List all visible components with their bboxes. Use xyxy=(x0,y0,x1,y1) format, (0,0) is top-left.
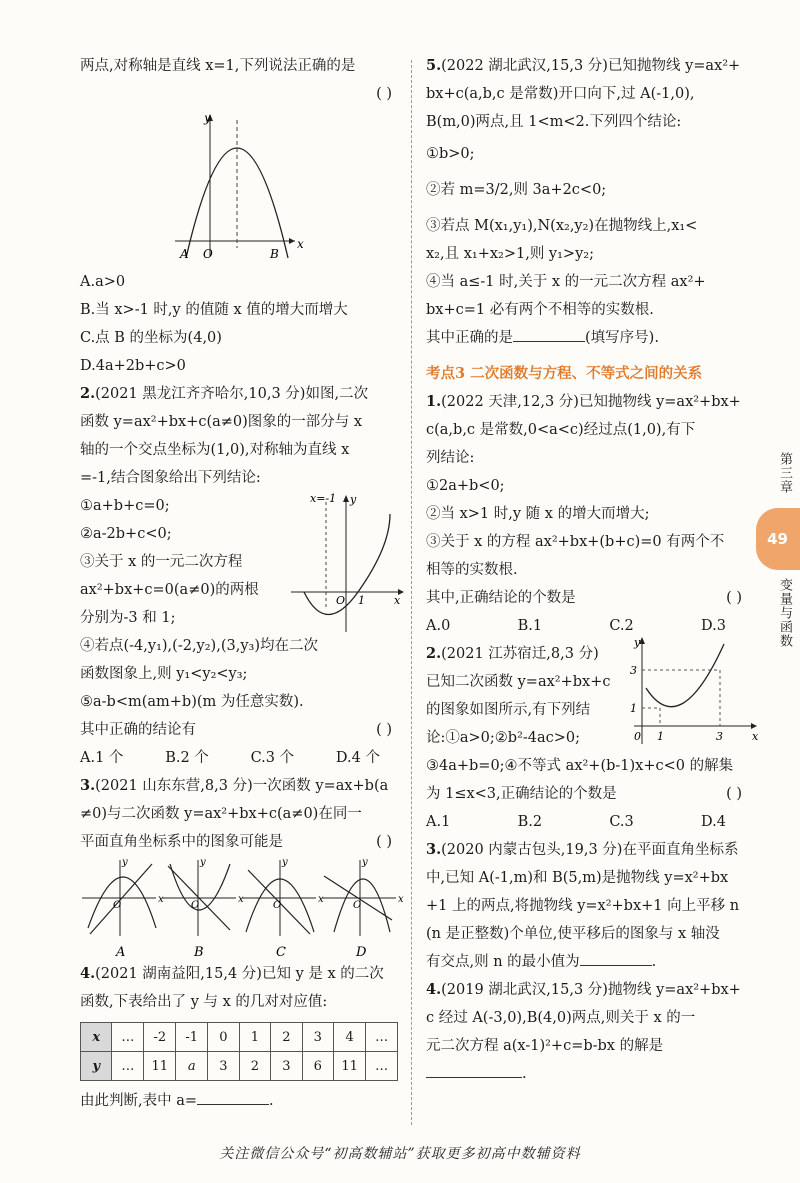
q4-line-2: 函数,下表给出了 y 与 x 的几对对应值: xyxy=(80,994,328,1010)
s2-option-b: B.2 xyxy=(517,814,543,830)
q2-line-2: 函数 y=ax²+bx+c(a≠0)图象的一部分与 x xyxy=(80,414,363,430)
q1-intro: 两点,对称轴是直线 x=1,下列说法正确的是 xyxy=(80,58,356,74)
svg-text:x: x xyxy=(238,894,244,905)
svg-text:y: y xyxy=(282,857,288,868)
q2-conclusion-2: ②a-2b+c<0; xyxy=(80,526,172,542)
q3-choice-graphs xyxy=(80,856,404,960)
s1-option-b: B.1 xyxy=(517,618,543,634)
s1-conclusion-3b: 相等的实数根. xyxy=(426,562,518,578)
svg-text:x: x xyxy=(158,894,164,905)
q5-line-1: (2022 湖北武汉,15,3 分)已知抛物线 y=ax²+ xyxy=(441,58,741,74)
answer-paren: ( ) xyxy=(726,786,742,802)
answer-blank[interactable] xyxy=(197,1090,269,1105)
s4-answer-line: . xyxy=(426,1060,748,1088)
s3-line-2: 中,已知 A(-1,m)和 B(5,m)是抛物线 y=x²+bx xyxy=(426,870,729,886)
section-question-3 xyxy=(426,836,748,976)
section-question-4 xyxy=(426,976,748,1088)
q1-option-b: B.当 x>-1 时,y 的值随 x 值的增大而增大 xyxy=(80,302,348,318)
right-column xyxy=(426,52,759,1088)
question-5 xyxy=(426,52,748,352)
svg-text:x: x xyxy=(398,894,404,905)
q1-option-a: A.a>0 xyxy=(80,274,126,290)
s3-line-4: (n 是正整数)个单位,使平移后的图象与 x 轴没 xyxy=(426,926,720,942)
column-divider xyxy=(411,60,412,1125)
q3-line-3: 平面直角坐标系中的图象可能是 ( ) xyxy=(80,828,398,856)
svg-text:y: y xyxy=(122,857,128,868)
s2-line-1: (2021 江苏宿迁,8,3 分) xyxy=(441,646,599,662)
answer-blank[interactable] xyxy=(580,951,652,966)
q3-graph-d xyxy=(322,857,404,960)
q2-line-4: =-1,结合图象给出下列结论: xyxy=(80,470,261,486)
q5-conclusion-2: ②若 m=3/2,则 3a+2c<0; xyxy=(426,182,607,198)
chapter-tab: 第三章 xyxy=(777,452,792,494)
q2-conclusion-3a: ③关于 x 的一元二次方程 xyxy=(80,554,243,570)
q2-ask: 其中正确的结论有 ( ) xyxy=(80,716,398,744)
s4-line-3: 元二次方程 a(x-1)²+c=b-bx 的解是 xyxy=(426,1038,664,1054)
s2-number: 2. xyxy=(426,645,442,662)
s3-line-3: +1 上的两点,将抛物线 y=x²+bx+1 向上平移 n xyxy=(426,898,740,914)
svg-text:D: D xyxy=(356,945,367,960)
q4-value-table xyxy=(80,1022,398,1081)
y-three-label: 3 xyxy=(630,664,637,677)
table-row: y … 11 a 3 2 3 6 11 … xyxy=(81,1052,398,1081)
q3-number: 3. xyxy=(80,777,96,794)
page-number: 49 xyxy=(767,530,788,548)
y-one-label: 1 xyxy=(630,702,637,715)
svg-text:C: C xyxy=(276,945,286,960)
q5-conclusion-4b: bx+c=1 必有两个不相等的实数根. xyxy=(426,302,654,318)
section-heading: 考点3 二次函数与方程、不等式之间的关系 xyxy=(426,365,703,382)
s3-line-5: 有交点,则 n 的最小值为 . xyxy=(426,948,748,976)
q3-line-2: ≠0)与二次函数 y=ax²+bx+c(a≠0)在同一 xyxy=(80,806,362,822)
s2-option-a: A.1 xyxy=(426,814,451,830)
svg-text:y: y xyxy=(362,857,368,868)
q3-graph-a xyxy=(82,857,164,960)
q2-option-b: B.2 个 xyxy=(165,750,209,766)
answer-blank[interactable] xyxy=(513,327,585,342)
s2-line-2: 已知二次函数 y=ax²+bx+c xyxy=(426,674,611,690)
answer-paren: ( ) xyxy=(376,834,392,850)
s2-line-3: 的图象如图所示,有下列结 xyxy=(426,702,591,718)
svg-text:A: A xyxy=(116,945,126,960)
q2-option-d: D.4 个 xyxy=(335,750,380,766)
answer-blank[interactable] xyxy=(426,1063,522,1078)
svg-text:O: O xyxy=(353,900,362,911)
section-question-1 xyxy=(426,388,748,640)
answer-paren: ( ) xyxy=(726,590,742,606)
y-axis-label: y xyxy=(204,111,211,125)
origin-label: O xyxy=(336,594,346,607)
x-one-label: 1 xyxy=(657,730,664,743)
q5-conclusion-3a: ③若点 M(x₁,y₁),N(x₂,y₂)在抛物线上,x₁< xyxy=(426,218,698,234)
table-row: x … -2 -1 0 1 2 3 4 … xyxy=(81,1023,398,1052)
q1-figure xyxy=(80,108,398,268)
page-footer: 关注微信公众号“初高数辅站”获取更多初高中数辅资料 xyxy=(219,1146,581,1162)
s1-line-1: (2022 天津,12,3 分)已知抛物线 y=ax²+bx+ xyxy=(441,394,741,410)
s1-line-2: c(a,b,c 是常数,0<a<c)经过点(1,0),有下 xyxy=(426,422,696,438)
s4-line-2: c 经过 A(-3,0),B(4,0)两点,则关于 x 的一 xyxy=(426,1010,696,1026)
q5-line-3: B(m,0)两点,且 1<m<2.下列四个结论: xyxy=(426,114,682,130)
point-a-label: A xyxy=(180,247,189,261)
s1-option-d: D.3 xyxy=(701,618,726,634)
point-b-label: B xyxy=(270,247,279,261)
q2-conclusion-4a: ④若点(-4,y₁),(-2,y₂),(3,y₃)均在二次 xyxy=(80,638,318,654)
q4-number: 4. xyxy=(80,965,96,982)
q3-graph-b xyxy=(162,857,244,960)
s4-line-1: (2019 湖北武汉,15,3 分)抛物线 y=ax²+bx+ xyxy=(441,982,741,998)
s2-option-d: D.4 xyxy=(701,814,726,830)
s1-option-c: C.2 xyxy=(609,618,634,634)
q4-line-1: (2021 湖南益阳,15,4 分)已知 y 是 x 的二次 xyxy=(95,966,384,982)
svg-text:O: O xyxy=(113,900,122,911)
s2-line-4: 论:①a>0;②b²-4ac>0; xyxy=(426,730,581,746)
s1-number: 1. xyxy=(426,393,442,410)
q2-line-3: 轴的一个交点坐标为(1,0),对称轴为直线 x xyxy=(80,442,350,458)
s2-options xyxy=(426,808,726,836)
q1-answer-line xyxy=(80,80,398,108)
q5-conclusion-4a: ④当 a≤-1 时,关于 x 的一元二次方程 ax²+ xyxy=(426,274,706,290)
q1-option-d: D.4a+2b+c>0 xyxy=(80,358,186,374)
s1-conclusion-3a: ③关于 x 的方程 ax²+bx+(b+c)=0 有两个不 xyxy=(426,534,725,550)
q5-number: 5. xyxy=(426,57,442,74)
svg-text:B: B xyxy=(194,945,204,960)
answer-paren: ( ) xyxy=(376,86,392,102)
q2-conclusion-1: ①a+b+c=0; xyxy=(80,498,170,514)
s1-ask: 其中,正确结论的个数是 ( ) xyxy=(426,584,748,612)
q2-option-a: A.1 个 xyxy=(80,750,124,766)
x-axis-label: x xyxy=(394,594,401,607)
q2-conclusion-3b: ax²+bx+c=0(a≠0)的两根 xyxy=(80,582,259,598)
s2-line-6: 为 1≤x<3,正确结论的个数是 ( ) xyxy=(426,780,748,808)
q5-ask: 其中正确的是 (填写序号). xyxy=(426,324,748,352)
origin-label: O xyxy=(203,247,213,261)
question-3 xyxy=(80,772,404,960)
q2-options xyxy=(80,744,380,772)
origin-label: 0 xyxy=(634,730,641,743)
s3-number: 3. xyxy=(426,841,442,858)
svg-text:O: O xyxy=(273,900,282,911)
q5-conclusion-3b: x₂,且 x₁+x₂>1,则 y₁>y₂; xyxy=(426,246,594,262)
s2-option-c: C.3 xyxy=(609,814,634,830)
q4-tail: 由此判断,表中 a= . xyxy=(80,1087,398,1115)
svg-text:x: x xyxy=(318,894,324,905)
q3-line-1: (2021 山东东营,8,3 分)一次函数 y=ax+b(a xyxy=(95,778,389,794)
q1-parabola-graph xyxy=(80,108,398,268)
x-three-label: 3 xyxy=(716,730,723,743)
q5-conclusion-1: ①b>0; xyxy=(426,146,475,162)
s1-conclusion-2: ②当 x>1 时,y 随 x 的增大而增大; xyxy=(426,506,650,522)
axis-of-symmetry-label: x=-1 xyxy=(310,492,337,505)
y-axis-label: y xyxy=(350,493,357,506)
left-column xyxy=(80,52,404,1115)
q5-line-2: bx+c(a,b,c 是常数)开口向下,过 A(-1,0), xyxy=(426,86,695,102)
q2-number: 2. xyxy=(80,385,96,402)
answer-paren: ( ) xyxy=(376,722,392,738)
q2-conclusion-3c: 分别为-3 和 1; xyxy=(80,610,176,626)
q2-line-1: (2021 黑龙江齐齐哈尔,10,3 分)如图,二次 xyxy=(95,386,369,402)
question-2 xyxy=(80,380,401,772)
s2-line-5: ③4a+b=0;④不等式 ax²+(b-1)x+c<0 的解集 xyxy=(426,758,734,774)
q1-option-c: C.点 B 的坐标为(4,0) xyxy=(80,330,222,346)
question-4 xyxy=(80,960,398,1115)
svg-text:y: y xyxy=(200,857,206,868)
x-axis-label: x xyxy=(297,237,304,251)
s3-line-1: (2020 内蒙古包头,19,3 分)在平面直角坐标系 xyxy=(441,842,739,858)
s1-conclusion-1: ①2a+b<0; xyxy=(426,478,505,494)
y-axis-label: y xyxy=(634,636,641,649)
x-one-label: 1 xyxy=(358,594,365,607)
q2-conclusion-5: ⑤a-b<m(am+b)(m 为任意实数). xyxy=(80,694,304,710)
chapter-title-tab: 变量与函数 xyxy=(777,578,792,648)
section-question-2 xyxy=(426,636,759,836)
q2-option-c: C.3 个 xyxy=(250,750,295,766)
q2-conclusion-4b: 函数图象上,则 y₁<y₂<y₃; xyxy=(80,666,248,682)
s4-number: 4. xyxy=(426,981,442,998)
s1-option-a: A.0 xyxy=(426,618,451,634)
x-axis-label: x xyxy=(752,730,759,743)
q3-graph-c xyxy=(242,857,324,960)
svg-text:O: O xyxy=(191,900,200,911)
s1-line-3: 列结论: xyxy=(426,450,475,466)
